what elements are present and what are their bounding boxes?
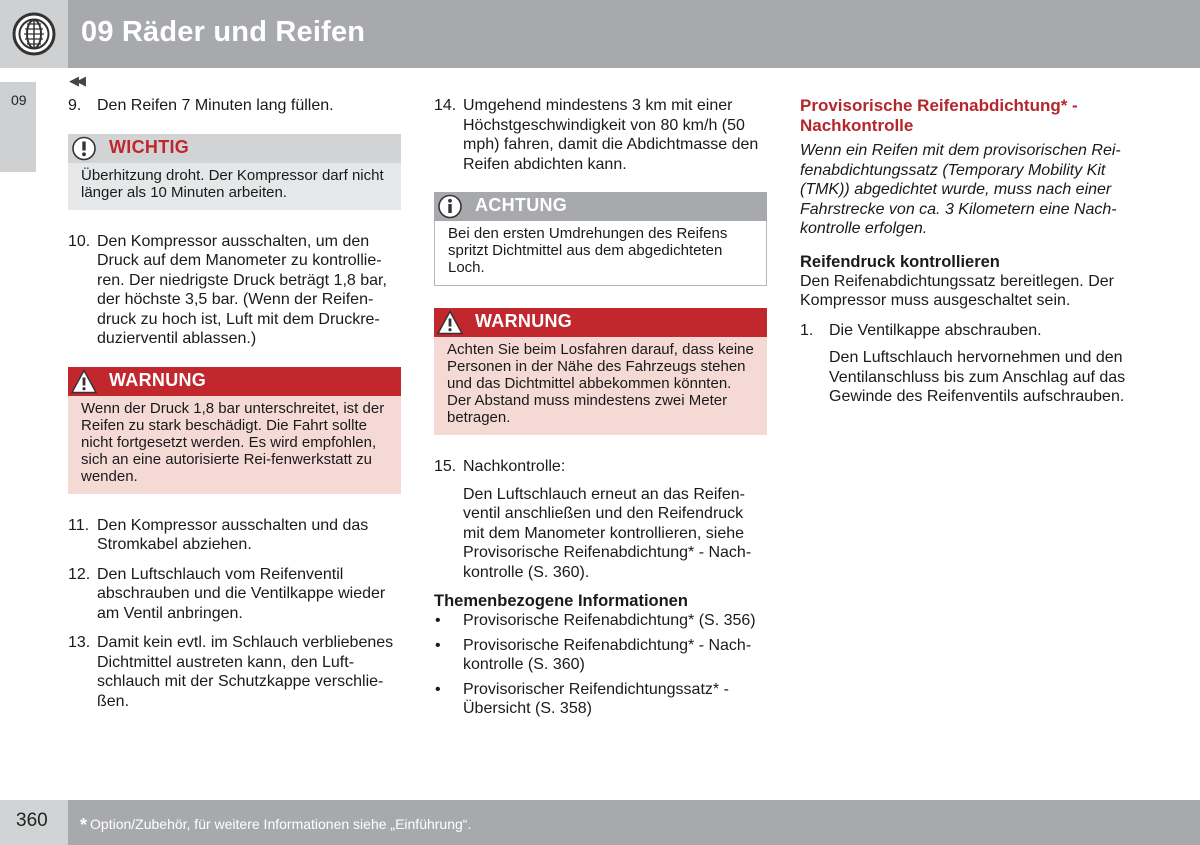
warning-box-header: [68, 367, 401, 396]
related-link[interactable]: [434, 680, 767, 719]
step-14: [434, 96, 767, 174]
step-15-detail: Den Luftschlauch erneut an das Reifen-ventil anschließen und den Reifendruck mit dem Manometer kontrollieren, siehe Provisorische Reifenabdichtung* - Nach-kontrolle (S. 360).: [463, 485, 752, 581]
step-13: [68, 633, 401, 711]
column-2: [434, 96, 767, 724]
step-9: [68, 96, 401, 116]
step-text: Damit kein evtl. im Schlauch verbliebenes Dichtmittel austreten kann, den Luft-schlauch mit der Schutzkappe verschlie-ßen.: [97, 634, 394, 710]
page-title: 09 Räder und Reifen: [81, 16, 366, 48]
step-text: Die Ventilkappe abschrauben.: [829, 321, 1042, 339]
step-number: 15.: [434, 458, 457, 475]
important-label: WICHTIG: [109, 136, 190, 157]
step-1: [800, 321, 1135, 341]
step-10: [68, 232, 401, 349]
warning-label: WARNUNG: [475, 311, 573, 331]
exclamation-icon: [71, 136, 97, 161]
related-link[interactable]: [434, 636, 767, 675]
step-1-detail: Den Luftschlauch hervornehmen und den Ventilanschluss bis zum Anschlag auf das Gewinde des Reifenventils aufschrauben.: [829, 349, 1126, 405]
section-intro: Wenn ein Reifen mit dem provisorischen Rei-fenabdichtungssatz (Temporary Mobility Kit (TMK)) abgedichtet wurde, muss nach einer Fahrstrecke von ca. 3 Kilometern eine Nach-kontrolle erfolgen.: [800, 142, 1121, 237]
footnote-star: *: [80, 815, 88, 835]
step-15: [434, 457, 767, 477]
step-text: Den Reifen 7 Minuten lang füllen.: [97, 97, 334, 114]
warning-label: WARNUNG: [109, 369, 207, 390]
warning-box-header: [434, 308, 767, 337]
caution-text: Bei den ersten Umdrehungen des Reifens spritzt Dichtmittel aus dem abgedichteten Loch.: [434, 221, 767, 286]
step-number: 10.: [68, 232, 91, 250]
caution-box: [434, 192, 767, 286]
header-icon-box: [0, 0, 68, 68]
step-12: [68, 565, 401, 624]
step-text: Umgehend mindestens 3 km mit einer Höchstgeschwindigkeit von 80 km/h (50 mph) fahren, damit die Abdichtmasse den Reifen abdichten kann.: [463, 97, 759, 173]
footnote: [80, 813, 471, 834]
warning-text: Wenn der Druck 1,8 bar unterschreitet, ist der Reifen zu stark beschädigt. Die Fahrt sollte nicht fortgesetzt werden. Es wird empfohlen, sich an eine autorisierte Rei-fenwerkstatt zu wenden.: [68, 396, 401, 494]
tire-icon: [12, 12, 56, 56]
step-text: Den Kompressor ausschalten und das Stromkabel abziehen.: [97, 516, 369, 553]
step-number: 11.: [68, 516, 90, 534]
page-number: 360: [16, 810, 48, 831]
step-text: Den Kompressor ausschalten, um den Druck auf dem Manometer zu kontrollie-ren. Der niedrigste Druck beträgt 1,8 bar, der höchste 3,5 bar. (Wenn der Reifen-druck zu hoch ist, Luft mit dem Druckre-duzierventil ablassen.): [97, 232, 387, 347]
bullet-icon: •: [435, 680, 441, 698]
warning-box: [68, 367, 401, 494]
warning-triangle-icon: [437, 310, 463, 335]
related-info-list: [434, 611, 767, 719]
step-number: 1.: [800, 321, 814, 339]
footnote-text: Option/Zubehör, für weitere Informationen siehe „Einführung“.: [90, 816, 472, 832]
related-link-text: Provisorischer Reifendichtungssatz* - Übersicht (S. 358): [463, 680, 729, 717]
bullet-icon: •: [435, 612, 441, 629]
caution-box-header: [434, 192, 767, 221]
important-box-header: [68, 134, 401, 163]
step-11: [68, 516, 401, 555]
related-link[interactable]: [434, 611, 767, 631]
step-text: Den Luftschlauch vom Reifenventil abschrauben und die Ventilkappe wieder am Ventil anbringen.: [97, 565, 386, 622]
important-box: [68, 134, 401, 210]
related-info-heading: Themenbezogene Informationen: [434, 592, 688, 610]
column-3: [800, 96, 1135, 417]
warning-text: Achten Sie beim Losfahren darauf, dass keine Personen in der Nähe des Fahrzeugs stehen und das Dichtmittel abbekommen könnten. Der Abstand muss mindestens zwei Meter betragen.: [434, 337, 767, 435]
step-text: Nachkontrolle:: [463, 458, 566, 475]
step-number: 12.: [68, 565, 91, 583]
related-link-text: Provisorische Reifenabdichtung* - Nach-kontrolle (S. 360): [463, 636, 752, 673]
step-number: 13.: [68, 634, 91, 651]
subsection-paragraph: Den Reifenabdichtungssatz bereitlegen. Der Kompressor muss ausgeschaltet sein.: [800, 272, 1114, 309]
bullet-icon: •: [435, 636, 441, 654]
caution-label: ACHTUNG: [475, 195, 568, 215]
info-icon: [437, 194, 463, 219]
chapter-tab-label: 09: [11, 92, 27, 108]
section-title: Provisorische Reifenabdichtung* - Nachkontrolle: [800, 96, 1078, 135]
important-text: Überhitzung droht. Der Kompressor darf nicht länger als 10 Minuten arbeiten.: [68, 163, 401, 210]
subsection-heading: Reifendruck kontrollieren: [800, 252, 1000, 271]
warning-triangle-icon: [71, 369, 97, 394]
step-number: 9.: [68, 97, 82, 114]
step-number: 14.: [434, 97, 457, 114]
previous-page-icon[interactable]: ◀◀: [69, 73, 83, 88]
related-link-text: Provisorische Reifenabdichtung* (S. 356): [463, 612, 756, 629]
warning-box: [434, 308, 767, 435]
column-1: [68, 96, 401, 721]
